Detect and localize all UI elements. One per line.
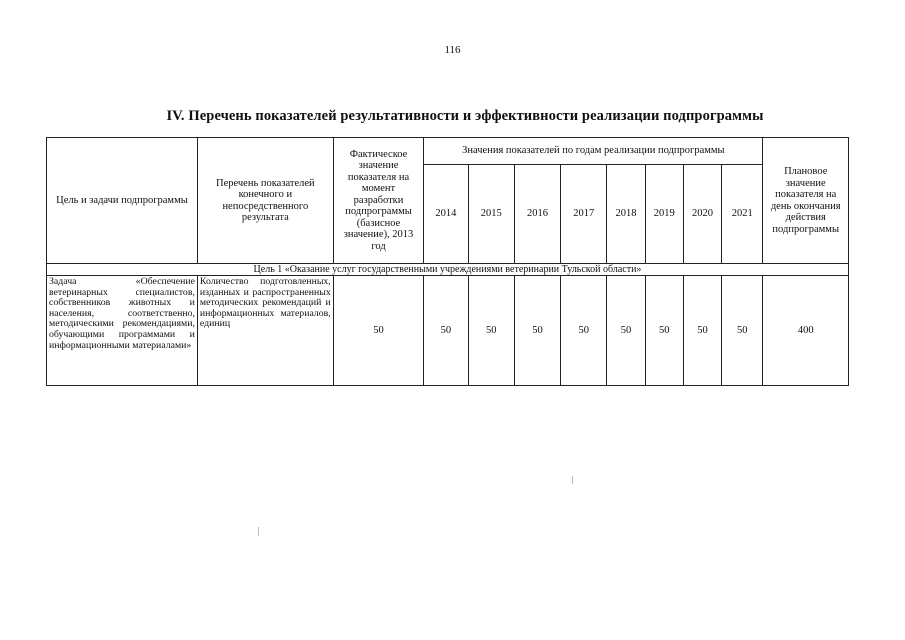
header-goal: Цель и задачи подпрограммы xyxy=(47,138,198,264)
scan-artifact xyxy=(572,476,573,484)
header-year: 2019 xyxy=(645,165,683,264)
header-year: 2020 xyxy=(683,165,721,264)
year-value-cell: 50 xyxy=(645,276,683,386)
header-year: 2015 xyxy=(468,165,514,264)
scan-artifact xyxy=(258,527,259,536)
header-year: 2021 xyxy=(722,165,763,264)
goal-text: Цель 1 «Оказание услуг государственными учреждениями ветеринарии Тульской области» xyxy=(47,264,849,276)
year-value-cell: 50 xyxy=(561,276,607,386)
year-value-cell: 50 xyxy=(722,276,763,386)
header-year: 2014 xyxy=(424,165,468,264)
table-row xyxy=(47,276,849,386)
header-row-top xyxy=(47,138,849,165)
header-indicators: Перечень показателей конечного и непосредственного результата xyxy=(197,138,333,264)
indicators-table xyxy=(46,137,849,386)
actual-value-cell: 50 xyxy=(333,276,424,386)
year-value-cell: 50 xyxy=(468,276,514,386)
page-title: IV. Перечень показателей результативности и эффективности реализации подпрограммы xyxy=(166,108,764,124)
header-year: 2018 xyxy=(607,165,645,264)
header-planned-value: Плановое значение показателя на день окончания действия подпрограммы xyxy=(763,138,849,264)
goal-row xyxy=(47,264,849,276)
year-value-cell: 50 xyxy=(424,276,468,386)
year-value-cell: 50 xyxy=(683,276,721,386)
header-year: 2017 xyxy=(561,165,607,264)
planned-value-cell: 400 xyxy=(763,276,849,386)
header-years-group: Значения показателей по годам реализации подпрограммы xyxy=(424,138,763,165)
header-actual-value: Фактическое значение показателя на момент разработки подпрограммы (базисное значение), 2013 год xyxy=(333,138,424,264)
task-cell: Задача «Обеспечение ветеринарных специалистов, собственников животных и населения, соответственно, методическими рекомендациями, обучающими программами и информационными материалами» xyxy=(47,276,198,386)
indicator-cell: Количество подготовленных, изданных и распространенных методических рекомендаций и информационных материалов, единиц xyxy=(197,276,333,386)
year-value-cell: 50 xyxy=(607,276,645,386)
header-year: 2016 xyxy=(514,165,560,264)
year-value-cell: 50 xyxy=(514,276,560,386)
page-number: 116 xyxy=(444,44,461,56)
